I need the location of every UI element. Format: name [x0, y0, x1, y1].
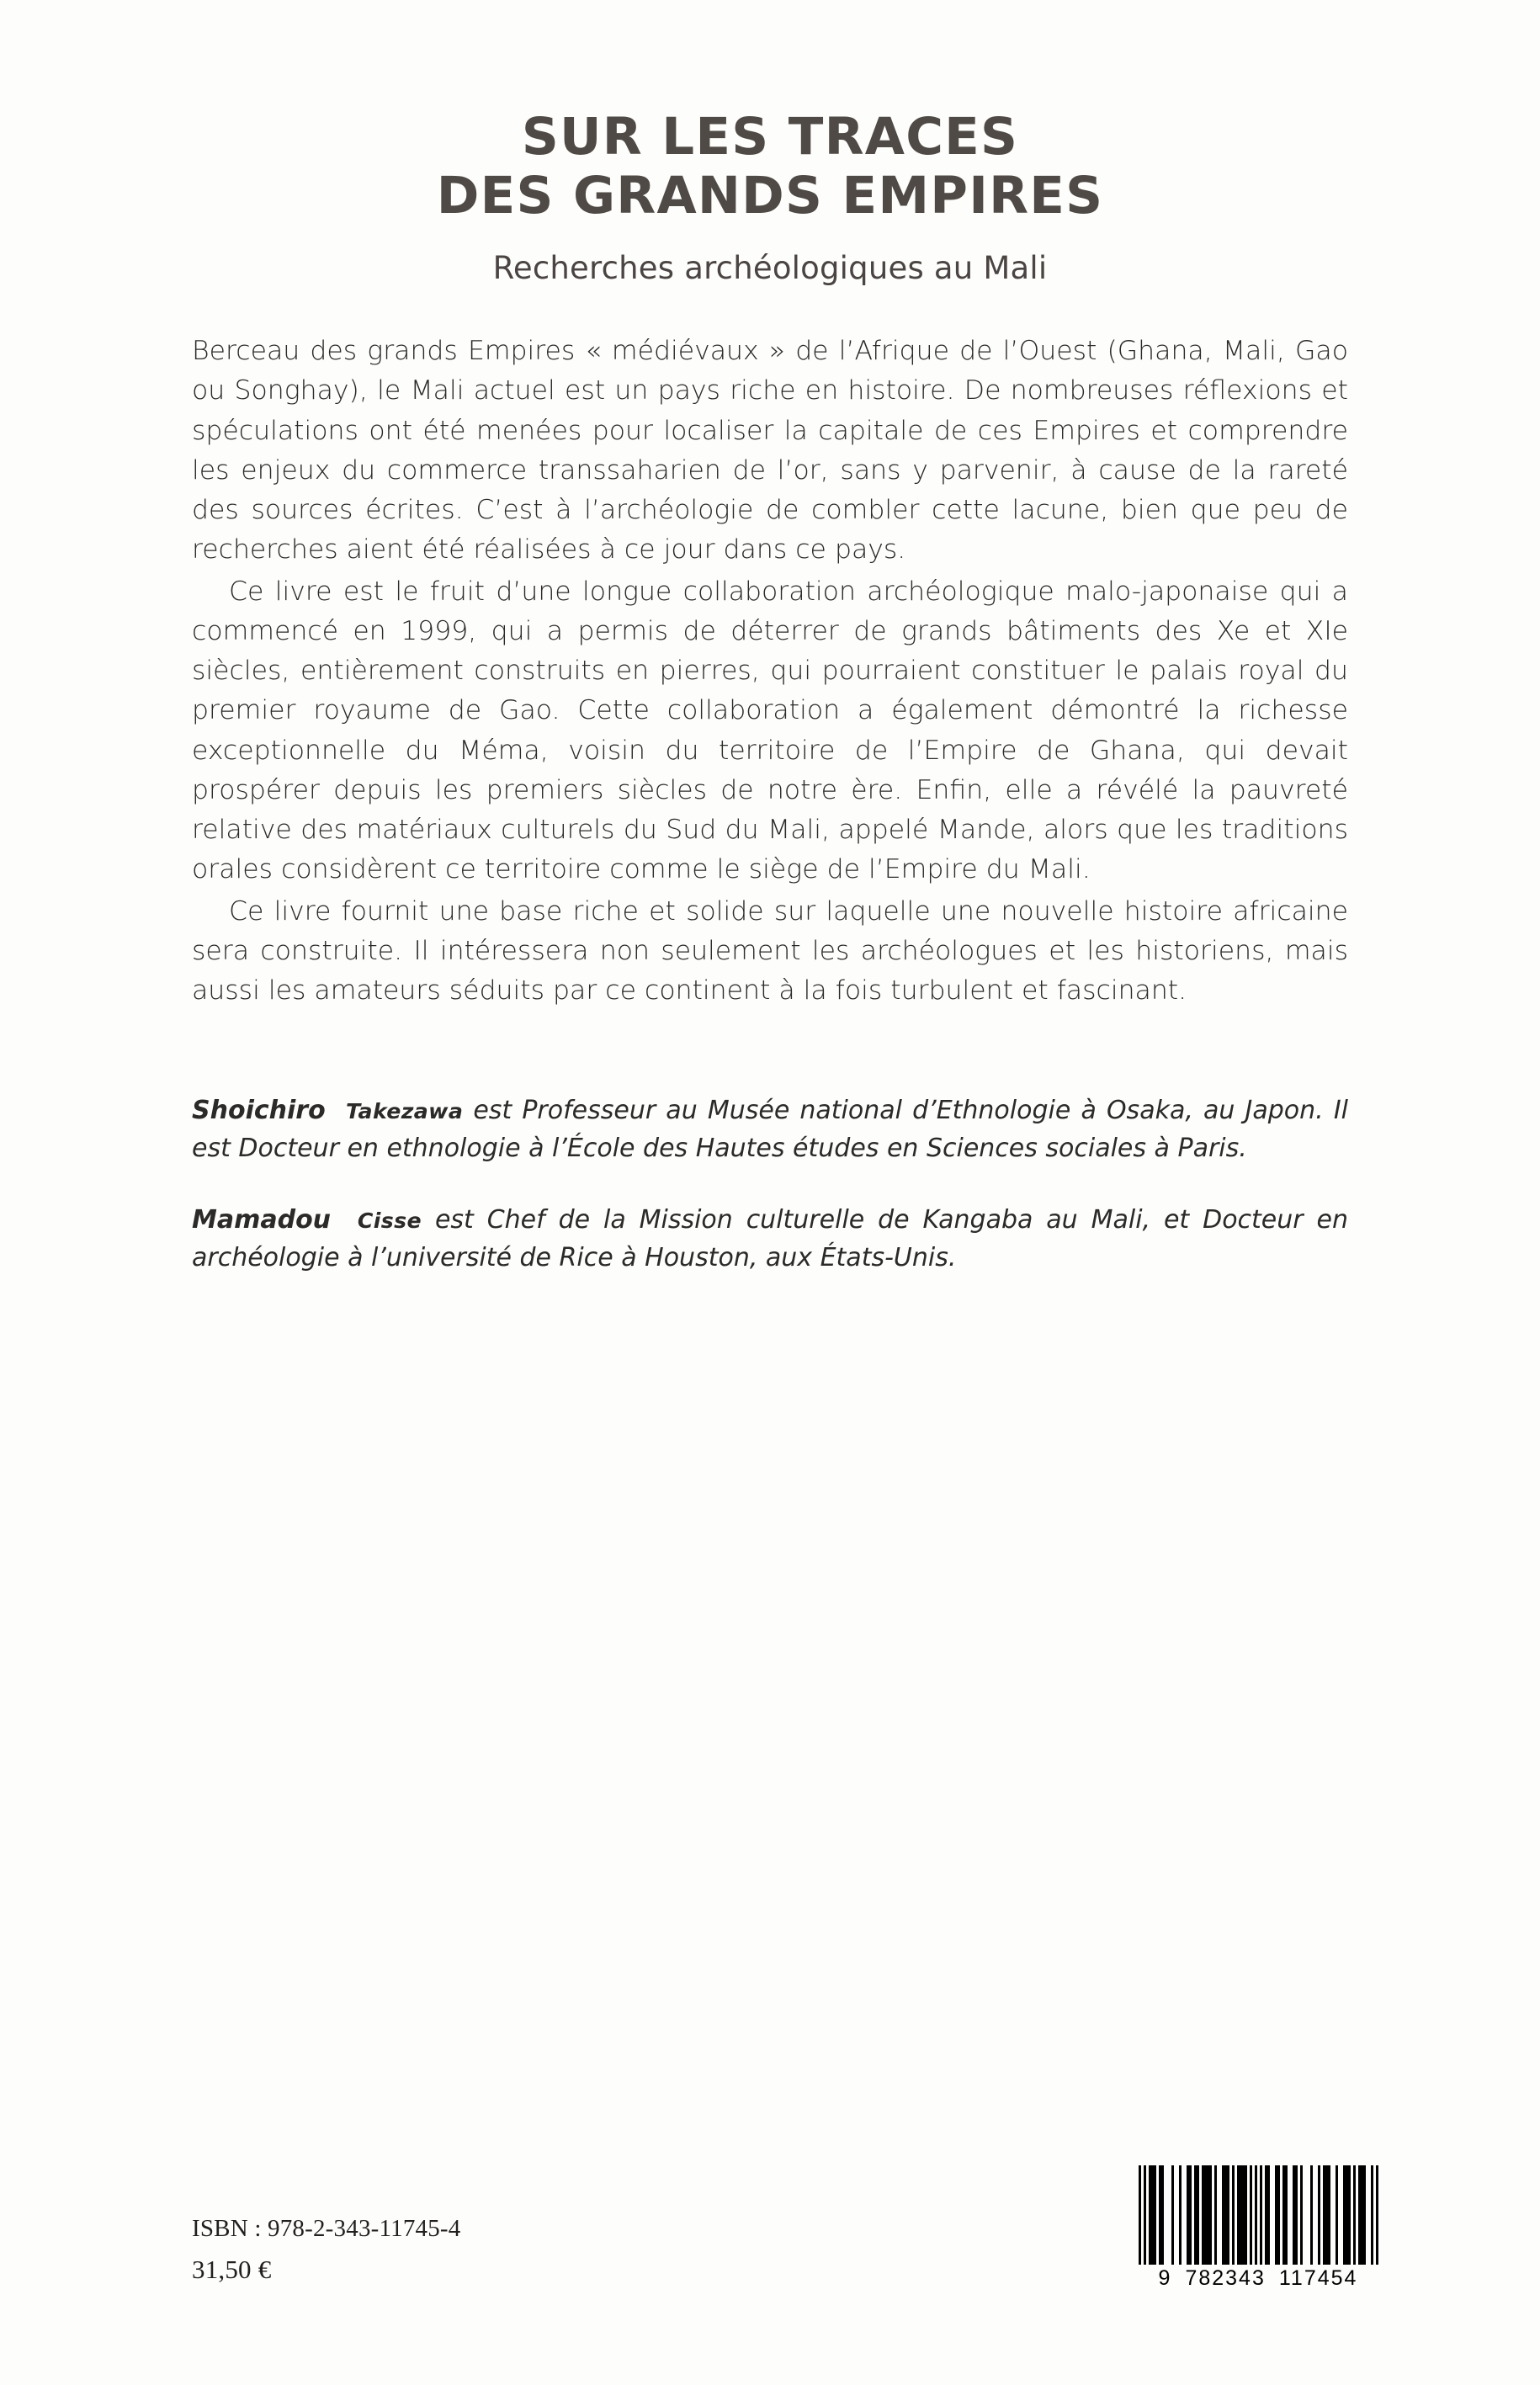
- subtitle: Recherches archéologiques au Mali: [492, 250, 1048, 287]
- author-bio: [192, 1201, 1348, 1277]
- author-first-name: Shoichiro: [192, 1096, 326, 1126]
- barcode-lead-digit: 9: [1158, 2266, 1172, 2290]
- blurb-paragraph-3: Ce livre fournit une base riche et solide sur laquelle une nouvelle histoire africaine sera construite. Il intéressera non seulement les archéologues et les historiens, mais aussi les amateurs séduits par ce continent à la fois turbulent et fascinant.: [192, 895, 1348, 1007]
- author-last-name: Cisse: [357, 1208, 422, 1234]
- page-title: [192, 108, 1348, 225]
- cover-content: [192, 0, 1348, 1302]
- title-block: [192, 0, 1348, 286]
- barcode-bars: [1119, 2165, 1397, 2265]
- author-first-name: Mamadou: [192, 1205, 332, 1235]
- isbn-block: [192, 2209, 460, 2291]
- footer: [192, 2165, 1414, 2291]
- barcode-left-group: 782343: [1185, 2266, 1266, 2290]
- author-last-name: Takezawa: [345, 1099, 464, 1124]
- blurb-paragraph-2: Ce livre est le fruit d’une longue collaboration archéologique malo-japonaise qui a commencé en 1999, qui a permis de déterrer de grands bâtiments des Xe et XIe siècles, entièrement construits en pierres, qui pourraient constituer le palais royal du premier royaume de Gao. Cette collaboration a également démontré la richesse exceptionnelle du Méma, voisin du territoire de l’Empire de Ghana, qui devait prospérer depuis les premiers siècles de notre ère. Enfin, elle a révélé la pauvreté relative des matériaux culturels du Sud du Mali, appelé Mande, alors que les traditions orales considèrent ce territoire comme le siège de l’Empire du Mali.: [192, 576, 1348, 885]
- author-bio-text: est Professeur au Musée national d’Ethnologie à Osaka, au Japon. Il est Docteur en ethnologie à l’École des Hautes études en Sciences sociales à Paris.: [192, 1096, 1349, 1164]
- title-line-1: SUR LES TRACES: [521, 107, 1019, 167]
- barcode-right-group: 117454: [1278, 2266, 1358, 2290]
- author-bio-text: est Chef de la Mission culturelle de Kangaba au Mali, et Docteur en archéologie à l’université de Rice à Houston, aux États-Unis.: [192, 1205, 1348, 1273]
- price: 31,50 €: [192, 2254, 272, 2284]
- author-bios: [192, 1092, 1348, 1277]
- barcode-digits: [1119, 2266, 1397, 2291]
- blurb: [192, 332, 1348, 1011]
- blurb-paragraph-1: Berceau des grands Empires « médiévaux » de l’Afrique de l’Ouest (Ghana, Mali, Gao ou Songhay), le Mali actuel est un pays riche en histoire. De nombreuses réflexions et spéculations ont été menées pour localiser la capitale de ces Empires et comprendre les enjeux du commerce transsaharien de l’or, sans y parvenir, à cause de la rareté des sources écrites. C’est à l’archéologie de combler cette lacune, bien que peu de recherches aient été réalisées à ce jour dans ce pays.: [192, 336, 1348, 566]
- barcode: [1119, 2165, 1397, 2291]
- isbn-number: ISBN : 978-2-343-11745-4: [192, 2214, 461, 2242]
- author-bio: [192, 1092, 1348, 1167]
- title-line-2: DES GRANDS EMPIRES: [436, 165, 1104, 226]
